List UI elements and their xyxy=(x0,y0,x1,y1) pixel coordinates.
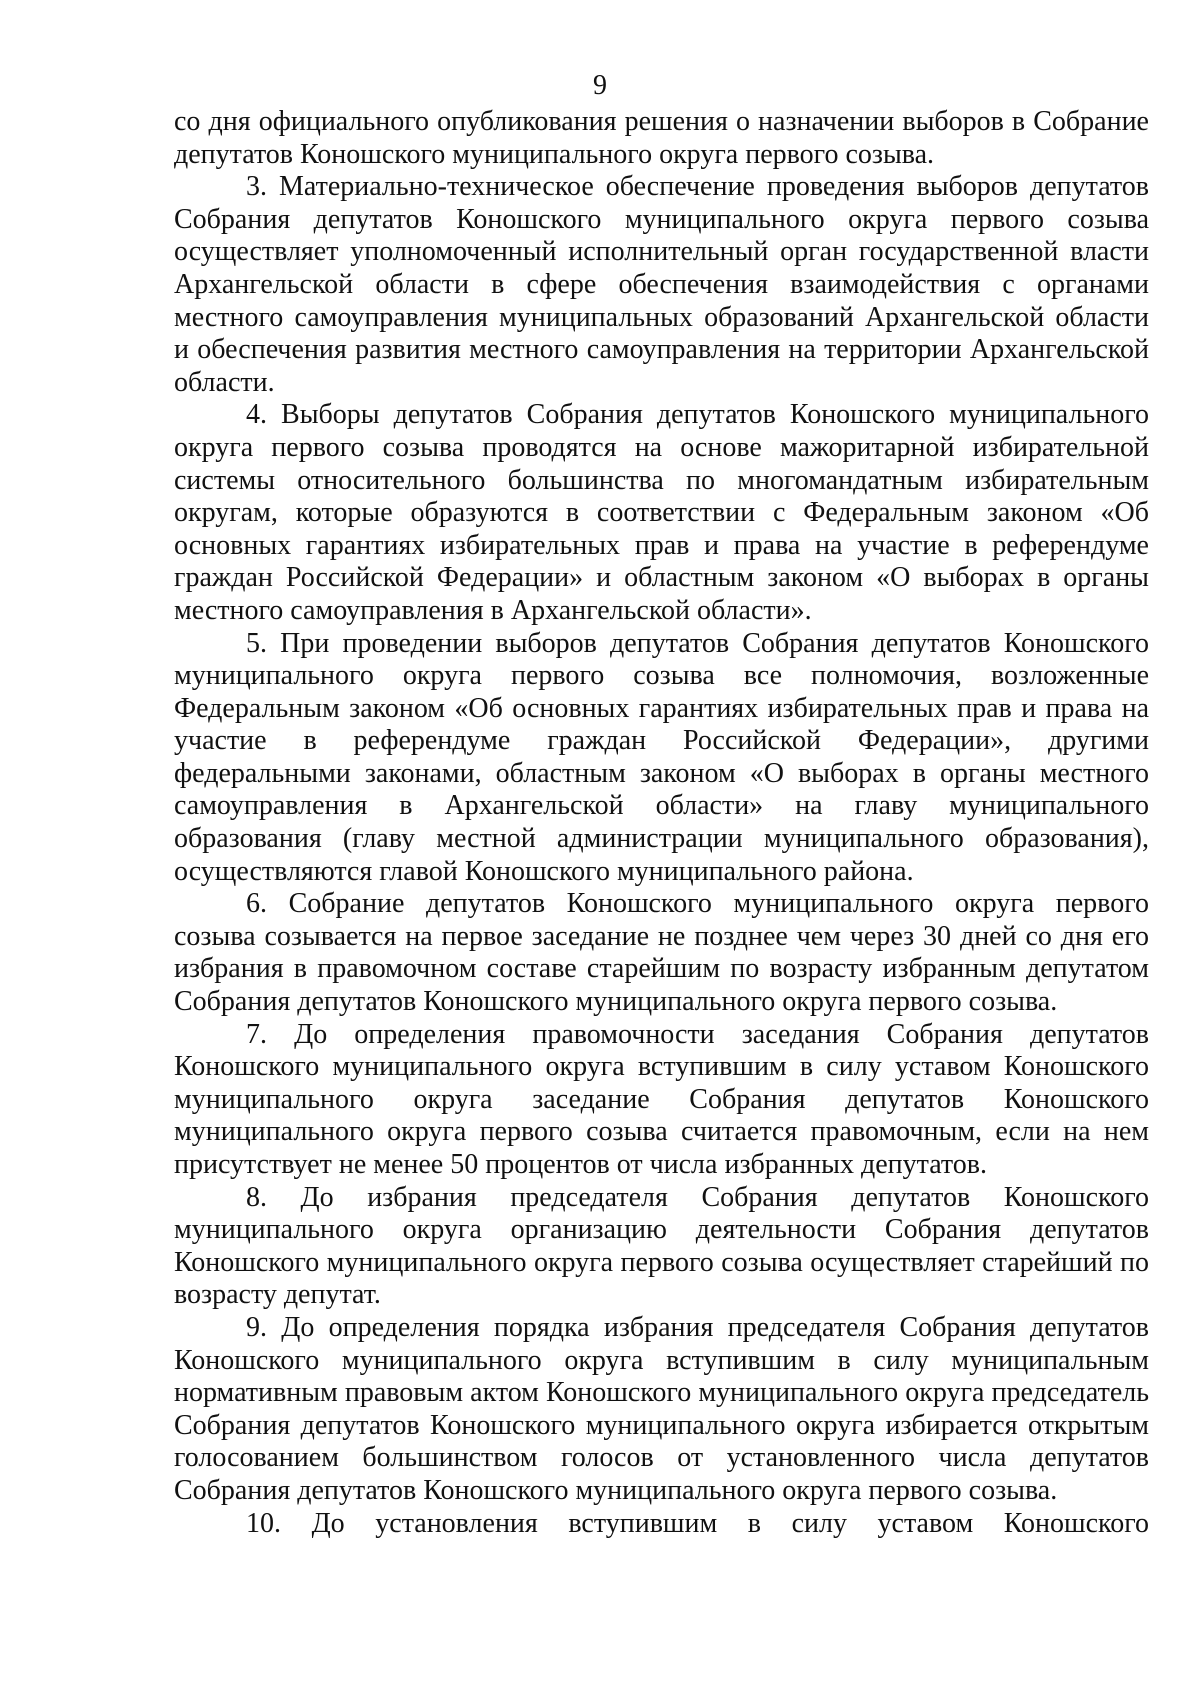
paragraph-3: 3. Материально-техническое обеспечение проведения выборов депутатов Собрания депутатов Коношского муниципального округа первого созыва осуществляет уполномоченный исполнительный орган государственной власти Архангельской области в сфере обеспечения взаимодействия с органами местного самоуправления муниципальных образований Архангельской области и обеспечения развития местного самоуправления на территории Архангельской области. xyxy=(174,171,1149,398)
paragraph-5: 5. При проведении выборов депутатов Собрания депутатов Коношского муниципального округа первого созыва все полномочия, возложенные Федеральным законом «Об основных гарантиях избирательных прав и права на участие в референдуме граждан Российской Федерации», другими федеральными законами, областным законом «О выборах в органы местного самоуправления в Архангельской области» на главу муниципального образования (главу местной администрации муниципального образования), осуществляются главой Коношского муниципального района. xyxy=(174,627,1149,887)
paragraph-6: 6. Собрание депутатов Коношского муниципального округа первого созыва созывается на первое заседание не позднее чем через 30 дней со дня его избрания в правомочном составе старейшим по возрасту избранным депутатом Собрания депутатов Коношского муниципального округа первого созыва. xyxy=(174,888,1149,1018)
paragraph-continuation: со дня официального опубликования решения о назначении выборов в Собрание депутатов Коношского муниципального округа первого созыва. xyxy=(174,106,1149,170)
paragraph-10: 10. До установления вступившим в силу уставом Коношского xyxy=(246,1507,1149,1539)
paragraph-9: 9. До определения порядка избрания председателя Собрания депутатов Коношского муниципального округа вступившим в силу муниципальным нормативным правовым актом Коношского муниципального округа председатель Собрания депутатов Коношского муниципального округа избирается открытым голосованием большинством голосов от установленного числа депутатов Собрания депутатов Коношского муниципального округа первого созыва. xyxy=(174,1311,1149,1506)
paragraph-4: 4. Выборы депутатов Собрания депутатов Коношского муниципального округа первого созыва проводятся на основе мажоритарной избирательной системы относительного большинства по многомандатным избирательным округам, которые образуются в соответствии с Федеральным законом «Об основных гарантиях избирательных прав и права на участие в референдуме граждан Российской Федерации» и областным законом «О выборах в органы местного самоуправления в Архангельской области». xyxy=(174,399,1149,626)
paragraph-8: 8. До избрания председателя Собрания депутатов Коношского муниципального округа организацию деятельности Собрания депутатов Коношского муниципального округа первого созыва осуществляет старейший по возрасту депутат. xyxy=(174,1181,1149,1311)
document-body xyxy=(174,106,1149,1540)
page-number: 9 xyxy=(593,70,607,101)
paragraph-7: 7. До определения правомочности заседания Собрания депутатов Коношского муниципального округа вступившим в силу уставом Коношского муниципального округа заседание Собрания депутатов Коношского муниципального округа первого созыва считается правомочным, если на нем присутствует не менее 50 процентов от числа избранных депутатов. xyxy=(174,1018,1149,1180)
